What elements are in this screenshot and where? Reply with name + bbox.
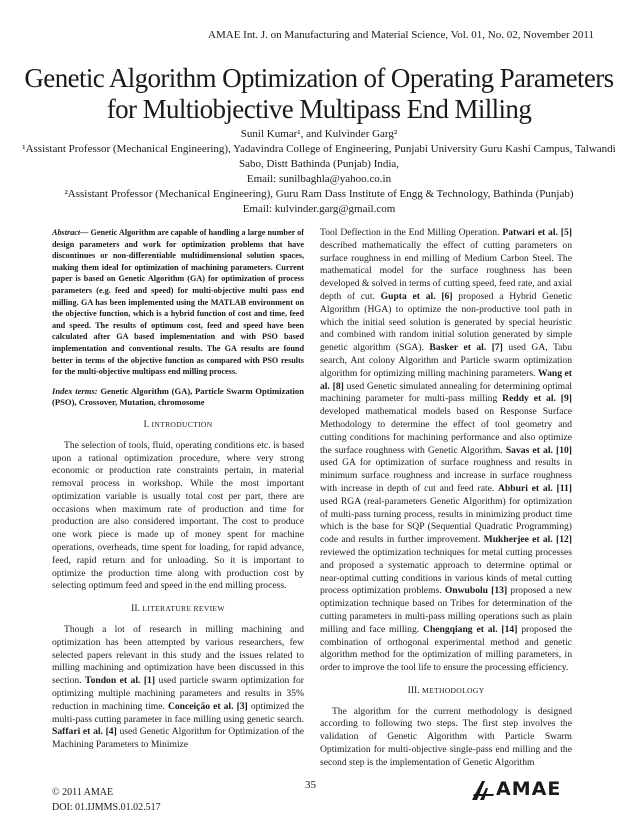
citation: Abburi et al. [11] [498, 482, 572, 494]
section-heading-introduction [52, 419, 304, 432]
affiliation-2: ²Assistant Professor (Mechanical Engineering), Guru Ram Dass Institute of Engg & Technology, Bathinda (Punjab) [64, 188, 574, 200]
text-run: used particle swarm optimization for optimizing multiple machining parameters and results in 35% reduction in machining time. [52, 675, 304, 712]
text-run: used Genetic Algorithm for Optimization of the Machining Parameters to Minimize [52, 726, 304, 751]
text-run: Tool Deflection in the End Milling Operation. [320, 227, 503, 238]
doi: DOI: 01.IJMMS.01.02.517 [52, 802, 161, 813]
citation: Basker et al. [7] [429, 342, 503, 354]
citation: Wang et al. [8] [320, 367, 572, 392]
footer [52, 785, 161, 815]
text-run: developed mathematical models based on Response Surface Methodology to determine the effect of tool geometry and cutting conditions for machining performance and also optimize the surface roughness with Genetic Algorithm. [320, 406, 572, 456]
page-number: 35 [305, 779, 316, 791]
section-heading-methodology [320, 685, 572, 698]
section-number: III. [407, 684, 420, 696]
author-block [20, 127, 618, 217]
text-run: Though a lot of research in milling machining and optimization has been attempted by various researchers, few selected papers relevant in this study and the issues related to milling machining and optimization have been discussed in this section. [52, 624, 304, 687]
amae-logo [470, 778, 580, 802]
paper-title: Genetic Algorithm Optimization of Operating Parameters for Multiobjective Multipass End Milling [24, 63, 614, 124]
text-run: described mathematically the effect of cutting parameters on surface roughness in end milling of Medium Carbon Steel. The mathematical model for the surface roughness has been developed & solved in terms of cutting speed, feed rate, and axial depth of cut. [320, 239, 572, 302]
text-run: used GA for optimization of surface roughness and results in minimum surface roughness and increase in surface roughness with increase in depth of cut and feed rate. [320, 457, 572, 494]
abstract-text: Genetic Algorithm are capable of handling a large number of design parameters and work for optimization problems that have discontinues or non-differentiable multidimensional solution spaces, making them ideal for optimization of machining parameters. Current paper is based on Genetic Algorithm (GA) for optimization of process parameters (e.g. feed and speed) for multi-objective multi pass end milling. GA has been implemented using the MATLAB environment on the objective function, which is a hybrid function of cost and time, feed and speed. The results of optimum cost, feed and speed have been calculated after GA based implementation and with PSO based implementation and conventional results. The GA results are found better in terms of the objective function as compared with PSO results for the multi-objective multipass end milling process. [52, 228, 304, 377]
text-run: used RGA (real-parameters Genetic Algorithm) for optimization of multi-pass turning process, results in minimizing product time which is the base for SQP (Sequential Quadratic Programming) code and results in further improvement. [320, 495, 572, 546]
copyright: © 2011 AMAE [52, 787, 114, 798]
citation: Reddy et al. [9] [502, 393, 572, 405]
citation: Patwari et al. [5] [502, 227, 572, 238]
logo-mark-icon [470, 778, 498, 802]
section-title: METHODOLOGY [422, 685, 485, 695]
section-title: INTRODUCTION [151, 419, 213, 429]
right-column [320, 227, 572, 770]
logo-text: AMAE [496, 778, 562, 800]
abstract [52, 227, 304, 378]
email-1: Email: sunilbaghla@yahoo.co.in [246, 173, 392, 185]
introduction-paragraph: The selection of tools, fluid, operating conditions etc. is based upon a rational optimization procedure, where very strong economic or production rate constraints pertain, in material removal process in workshop. While the most important optimization variable is usually total cost per part, there are occasions when maximum rate of production and time for production are also considered important. The cost to produce one work piece is made up of money spent for machine operations, overheads, time spent for loading, for rapid advance, feed, rapid return and for unloading. So it is important to optimize the production time along with production cost by selecting optimum feed and speed in the end milling process. [52, 439, 304, 592]
citation: Conceição et al. [3] [167, 700, 248, 712]
literature-continued [320, 227, 572, 675]
text-run: proposed a new optimization technique based on Tribes for determination of the cutting parameters in multi-pass milling operations such as plain milling and face milling. [320, 585, 572, 635]
citation: Chengqiang et al. [14] [423, 623, 518, 635]
section-title: LITERATURE REVIEW [142, 604, 225, 614]
abstract-label: Abstract— [52, 228, 89, 237]
left-column [52, 227, 304, 752]
text-run: reviewed the optimization techniques for metal cutting processes and proposed a systematic approach to determine optimal or near-optimal cutting conditions in various kinds of metal cutting process optimization problems. [320, 546, 572, 597]
journal-header: AMAE Int. J. on Manufacturing and Material Science, Vol. 01, No. 02, November 2011 [208, 29, 594, 41]
affiliation-1: ¹Assistant Professor (Mechanical Engineering), Yadavindra College of Engineering, Punjabi University Guru Kashi Campus, Talwandi Sabo, Distt Bathinda (Punjab) India, [22, 143, 616, 170]
section-number: I. [143, 418, 150, 430]
section-number: II. [131, 603, 140, 615]
citation: Savas et al. [10] [505, 444, 572, 456]
text-run: proposed the combination of orthogonal experimental method and genetic algorithm method for the optimization of milling parameters, in order to improve the tool life to ensure the processing efficiency. [320, 623, 572, 674]
index-terms-label: Index terms: [52, 385, 98, 396]
text-run: used Genetic simulated annealing for determining optimal machining parameter for multi-pass milling [320, 380, 572, 405]
section-heading-literature [52, 603, 304, 616]
citation: Saffari et al. [4] [52, 726, 117, 738]
index-terms-text: Genetic Algorithm (GA), Particle Swarm Optimization (PSO), Crossover, Mutation, chromosome [52, 385, 304, 408]
citation: Gupta et al. [6] [380, 290, 453, 302]
methodology-paragraph: The algorithm for the current methodology is designed according to following two steps. The first step involves the validation of Genetic Algorithm with Particle Swarm Optimization for multi-objective single-pass end milling and the second step is the implementation of Genetic Algorithm [320, 705, 572, 768]
citation: Tondon et al. [1] [85, 675, 156, 687]
email-2: Email: kulvinder.garg@gmail.com [242, 203, 396, 215]
citation: Mukherjee et al. [12] [483, 534, 572, 546]
text-run: optimized the multi-pass cutting parameter in face milling using genetic search. [52, 700, 304, 725]
text-run: proposed a Hybrid Genetic Algorithm (HGA) to optimize the non-productive tool path in which the initial seed solution is generated by special heuristic and combined with random initial solution generated by simple genetic algorithm (SGA). [320, 290, 572, 354]
text-run: used GA, Tabu search, Ant colony Algorithm and Particle swarm optimization algorithm for optimizing milling machining parameters. [320, 342, 572, 379]
author-names: Sunil Kumar¹, and Kulvinder Garg² [240, 128, 398, 140]
literature-paragraph [52, 624, 304, 752]
citation: Onwubolu [13] [444, 585, 508, 597]
index-terms [52, 386, 304, 409]
